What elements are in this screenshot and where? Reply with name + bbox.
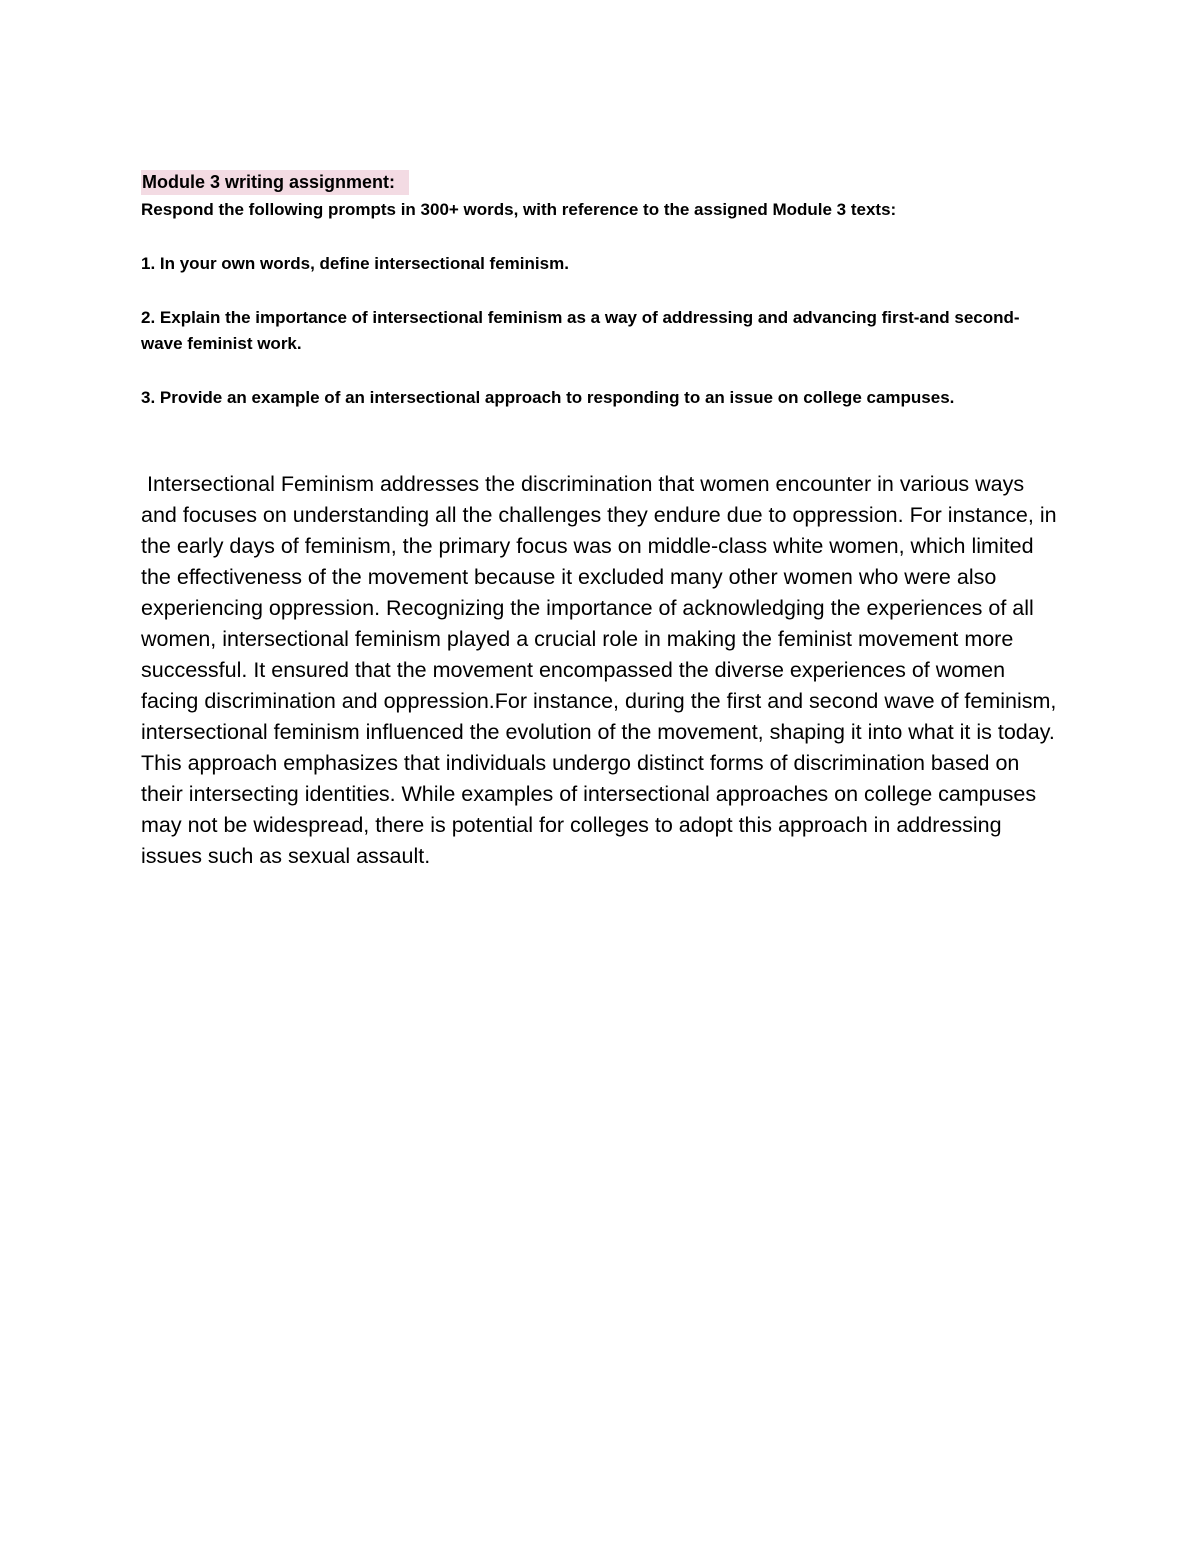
assignment-title: Module 3 writing assignment: (141, 170, 409, 195)
assignment-instructions: Respond the following prompts in 300+ words, with reference to the assigned Module 3 texts: (141, 200, 897, 219)
prompt-2: 2. Explain the importance of intersectional feminism as a way of addressing and advancing first-and second-wave feminist work. (141, 308, 1020, 353)
document-content (141, 170, 1061, 872)
prompt-1: 1. In your own words, define intersectional feminism. (141, 254, 569, 273)
title-line (141, 170, 1061, 197)
response-paragraph: Intersectional Feminism addresses the discrimination that women encounter in various ways and focuses on understanding all the challenges they endure due to oppression. For instance, in the early days of feminism, the primary focus was on middle-class white women, which limited the effectiveness of the movement because it excluded many other women who were also experiencing oppression. Recognizing the importance of acknowledging the experiences of all women, intersectional feminism played a crucial role in making the feminist movement more successful. It ensured that the movement encompassed the diverse experiences of women facing discrimination and oppression.For instance, during the first and second wave of feminism, intersectional feminism influenced the evolution of the movement, shaping it into what it is today. This approach emphasizes that individuals undergo distinct forms of discrimination based on their intersecting identities. While examples of intersectional approaches on college campuses may not be widespread, there is potential for colleges to adopt this approach in addressing issues such as sexual assault. (141, 472, 1063, 868)
prompt-3: 3. Provide an example of an intersectional approach to responding to an issue on college campuses. (141, 388, 955, 407)
